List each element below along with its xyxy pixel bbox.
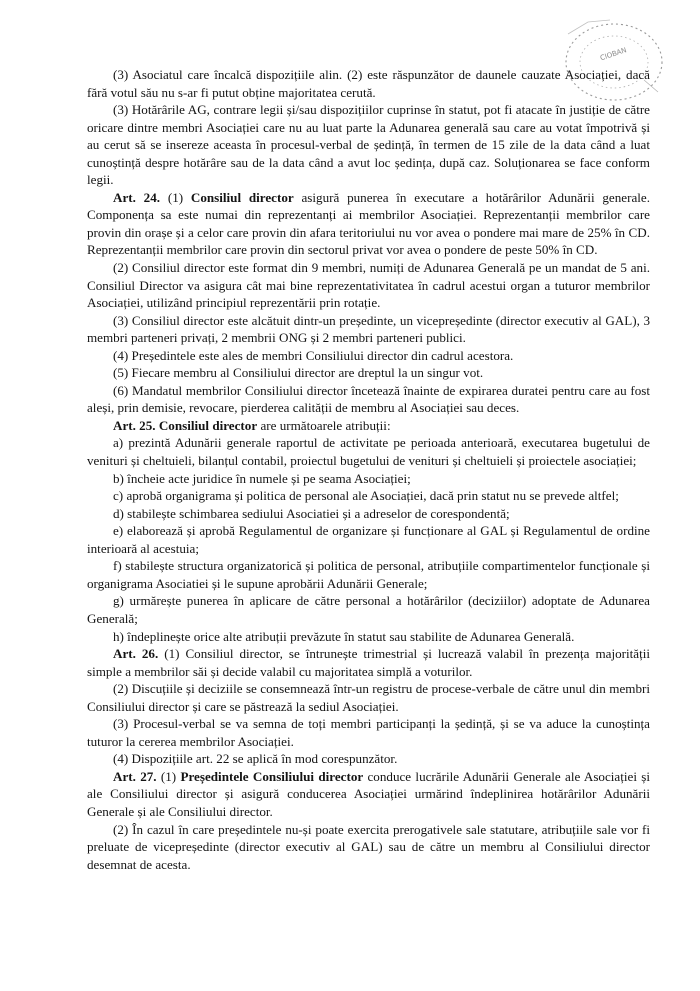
paragraph-number: (1) [167,189,184,205]
paragraph-text: asigură punerea în executare a hotărârilor Adunării generale. Componența sa este numai din reprezentanți ai membrilor Asociației. Reprezentanții membrilor care provin din orașe și a celor care provin din afara teritoriului nu vor avea o pondere mai mare de 25% în CD. Reprezentanții membrilor care provin din sectorul privat vor avea o pondere de peste 50% în CD. [87,189,650,258]
article-24-paragraph [87,189,650,259]
article-subject: Președintele Consiliului director [180,768,364,784]
article-subject: Consiliul director [158,417,258,433]
paragraph-text: (1) Consiliul director, se întrunește trimestrial și lucrează valabil în prezența majorității simple a membrilor săi și decide valabil cu majoritatea simplă a voturilor. [87,646,650,679]
paragraph-text: conduce lucrările Adunării Generale ale Asociației și ale Consiliului director și asigură conducerea Asociației urmărind îndeplinirea hotărârilor Adunării Generale și ale Consiliului director. [87,768,650,819]
list-item: f) stabilește structura organizatorică și politica de personal, atribuțiile compartimentelor funcționale și organigrama Asociatiei și le supune aprobării Adunării Generale; [87,558,650,591]
article-26-paragraph [87,645,650,680]
paragraph: (2) În cazul în care președintele nu-și poate exercita prerogativele sale statutare, atribuțiile sale vor fi preluate de vicepreședinte (director executiv al GAL) sau de către un membru al Consiliului director desemnat de acesta. [87,821,650,872]
list-item: g) urmărește punerea în aplicare de către personal a hotărârilor (deciziilor) adoptate de Adunarea Generală; [87,593,650,626]
list-item: a) prezintă Adunării generale raportul de activitate pe perioada anterioară, executarea bugetului de venituri și cheltuieli, bilanțul contabil, proiectul bugetului de venituri și cheltuieli și proiectele asociației; [87,435,650,469]
article-heading: Art. 26. [113,646,159,662]
paragraph-number: (1) [160,768,177,784]
document-body [87,66,650,873]
article-27-paragraph [87,768,650,821]
list-item: b) încheie acte juridice în numele și pe seama Asociației; [113,470,411,486]
article-subject: Consiliul director [190,189,294,205]
paragraph: (4) Dispozițiile art. 22 se aplică în mod corespunzător. [113,751,398,767]
paragraph: (3) Procesul-verbal se va semna de toți membri participanți la ședință, și se va aduce la cunoștința tuturor la cererea membrilor Asociației. [87,716,650,749]
paragraph-text: are următoarele atribuții: [260,417,391,433]
article-25-paragraph [87,417,650,435]
paragraph: (6) Mandatul membrilor Consiliului director încetează înainte de expirarea duratei pentru care au fost aleși, prin demisie, revocare, pierderea calității de membru al Asociației sau deces. [87,382,650,416]
paragraph: (3) Asociatul care încalcă dispozițiile alin. (2) este răspunzător de daunele cauzate Asociației, dacă fără votul său nu s-ar fi putut obține majoritatea cerută. [87,67,650,100]
list-item: c) aprobă organigrama și politica de personal ale Asociației, dacă prin statut nu se prevede altfel; [113,488,619,504]
list-item: h) îndeplinește orice alte atribuții prevăzute în statut sau stabilite de Adunarea Generală. [113,628,575,644]
paragraph: (2) Consiliul director este format din 9 membri, numiți de Adunarea Generală pe un mandat de 5 ani. Consiliul Director va asigura cât mai bine reprezentativitatea în cadrul acestui organ a tuturor membrilor Asociației, utilizând principiul reprezentării prin rotație. [87,260,650,311]
paragraph: (4) Președintele este ales de membri Consiliului director din cadrul acestora. [113,347,514,363]
list-item: d) stabilește schimbarea sediului Asociatiei și a adreselor de corespondentă; [113,505,510,521]
paragraph: (5) Fiecare membru al Consiliului director are dreptul la un singur vot. [113,365,484,381]
article-heading: Art. 24. [113,189,161,205]
list-item: e) elaborează și aprobă Regulamentul de organizare și funcționare al GAL și Regulamentul de ordine interioară al acestuia; [87,523,650,556]
paragraph: (3) Consiliul director este alcătuit dintr-un președinte, un vicepreședinte (director executiv al GAL), 3 membri parteneri privați, 2 membrii ONG și 2 membri parteneri publici. [87,312,650,346]
paragraph: (3) Hotărârile AG, contrare legii și/sau dispozițiilor cuprinse în statut, pot fi atacate în justiție de către oricare dintre membri Asociației care nu au luat parte la Adunarea generală sau care au votat împotrivă și au cerut să se insereze aceasta în procesul-verbal de ședință, în termen de 15 zile de la data când a luat cunoștință despre hotărâre sau de la data când a avut loc ședința, după caz. Soluționarea se face conform legii. [87,102,650,188]
article-heading: Art. 25. [113,417,156,433]
svg-text:CIOBAN: CIOBAN [599,46,628,63]
article-heading: Art. 27. [113,768,157,784]
paragraph: (2) Discuțiile și deciziile se consemnează într-un registru de procese-verbale de către unul din membri Consiliului director și care se păstrează la sediul Asociației. [87,681,650,714]
